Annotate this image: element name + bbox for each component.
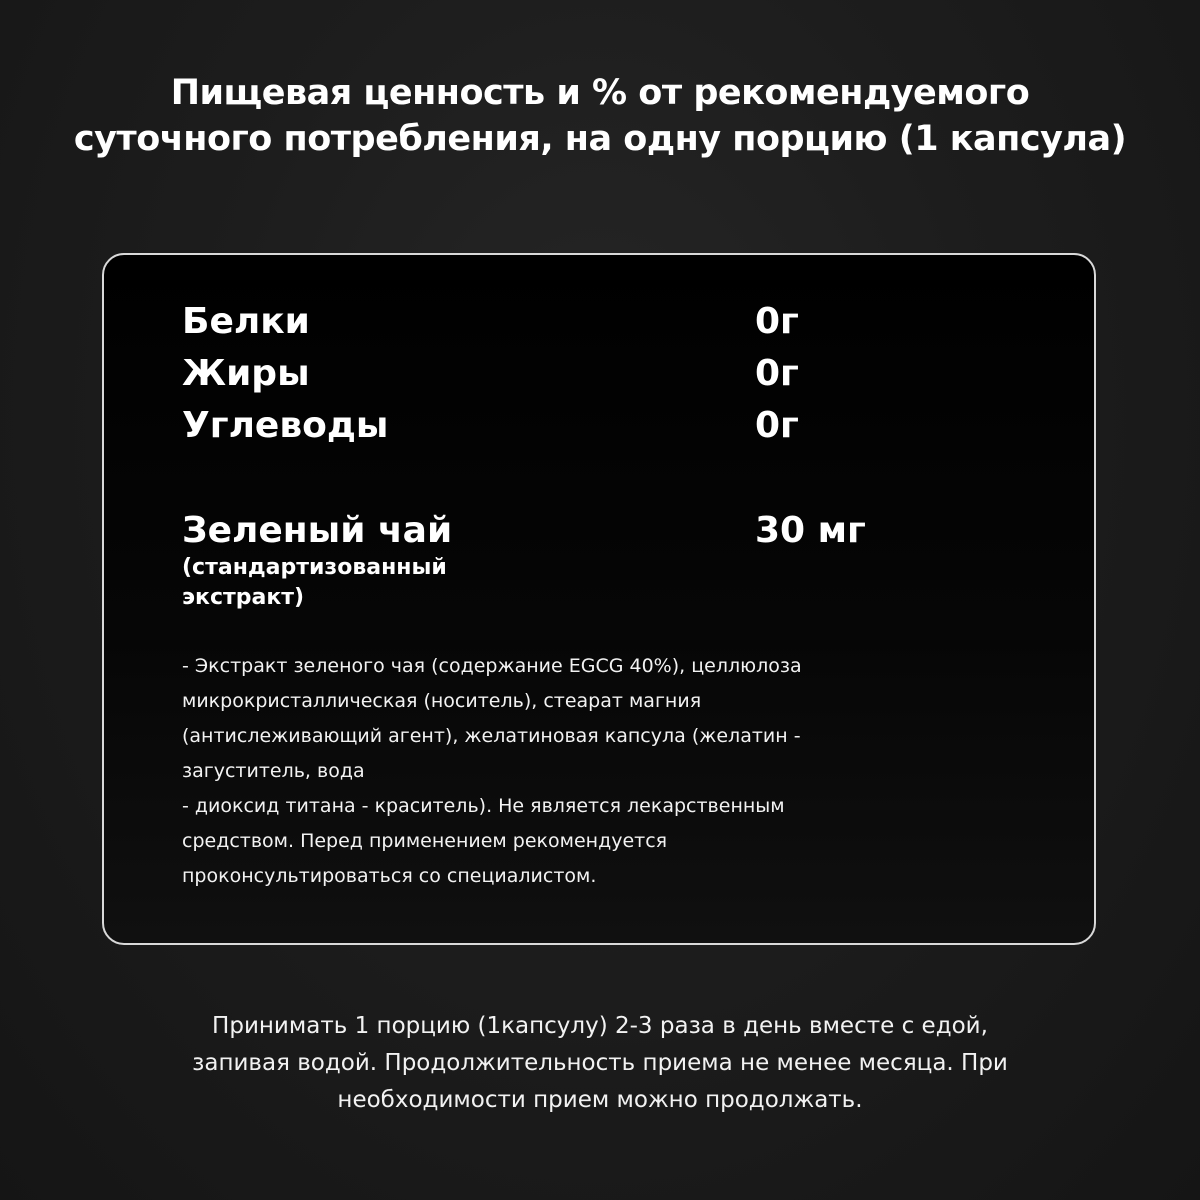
ingredients-line: загуститель, вода <box>182 760 365 782</box>
ingredients-line: - Экстракт зеленого чая (содержание EGCG 40%), целлюлоза <box>182 655 802 677</box>
page-title <box>40 70 1160 162</box>
nutrient-name: Углеводы <box>182 405 389 446</box>
ingredients-text <box>182 649 1042 894</box>
nutrient-value: 0г <box>755 405 799 446</box>
extract-note <box>182 553 447 613</box>
extract-note-line-2: экстракт) <box>182 585 305 610</box>
nutrient-name: Белки <box>182 301 310 342</box>
nutrient-name: Жиры <box>182 353 310 394</box>
extract-note-line-1: (стандартизованный <box>182 555 447 580</box>
extract-value: 30 мг <box>755 510 866 551</box>
nutrient-value: 0г <box>755 301 799 342</box>
ingredients-line: микрокристаллическая (носитель), стеарат магния <box>182 690 702 712</box>
ingredients-line: - диоксид титана - краситель). Не является лекарственным <box>182 795 785 817</box>
page-title-line-2: суточного потребления, на одну порцию (1 капсула) <box>73 119 1127 159</box>
usage-line: запивая водой. Продолжительность приема не менее месяца. При <box>192 1050 1008 1076</box>
usage-instructions <box>60 1008 1140 1119</box>
ingredients-line: (антислеживающий агент), желатиновая капсула (желатин - <box>182 725 801 747</box>
page-title-line-1: Пищевая ценность и % от рекомендуемого <box>170 73 1030 113</box>
ingredients-line: средством. Перед применением рекомендуется <box>182 830 668 852</box>
nutrition-card <box>102 253 1096 945</box>
usage-line: Принимать 1 порцию (1капсулу) 2-3 раза в день вместе с едой, <box>212 1013 988 1039</box>
extract-name: Зеленый чай <box>182 510 453 551</box>
ingredients-line: проконсультироваться со специалистом. <box>182 865 597 887</box>
nutrient-value: 0г <box>755 353 799 394</box>
usage-line: необходимости прием можно продолжать. <box>337 1087 863 1113</box>
